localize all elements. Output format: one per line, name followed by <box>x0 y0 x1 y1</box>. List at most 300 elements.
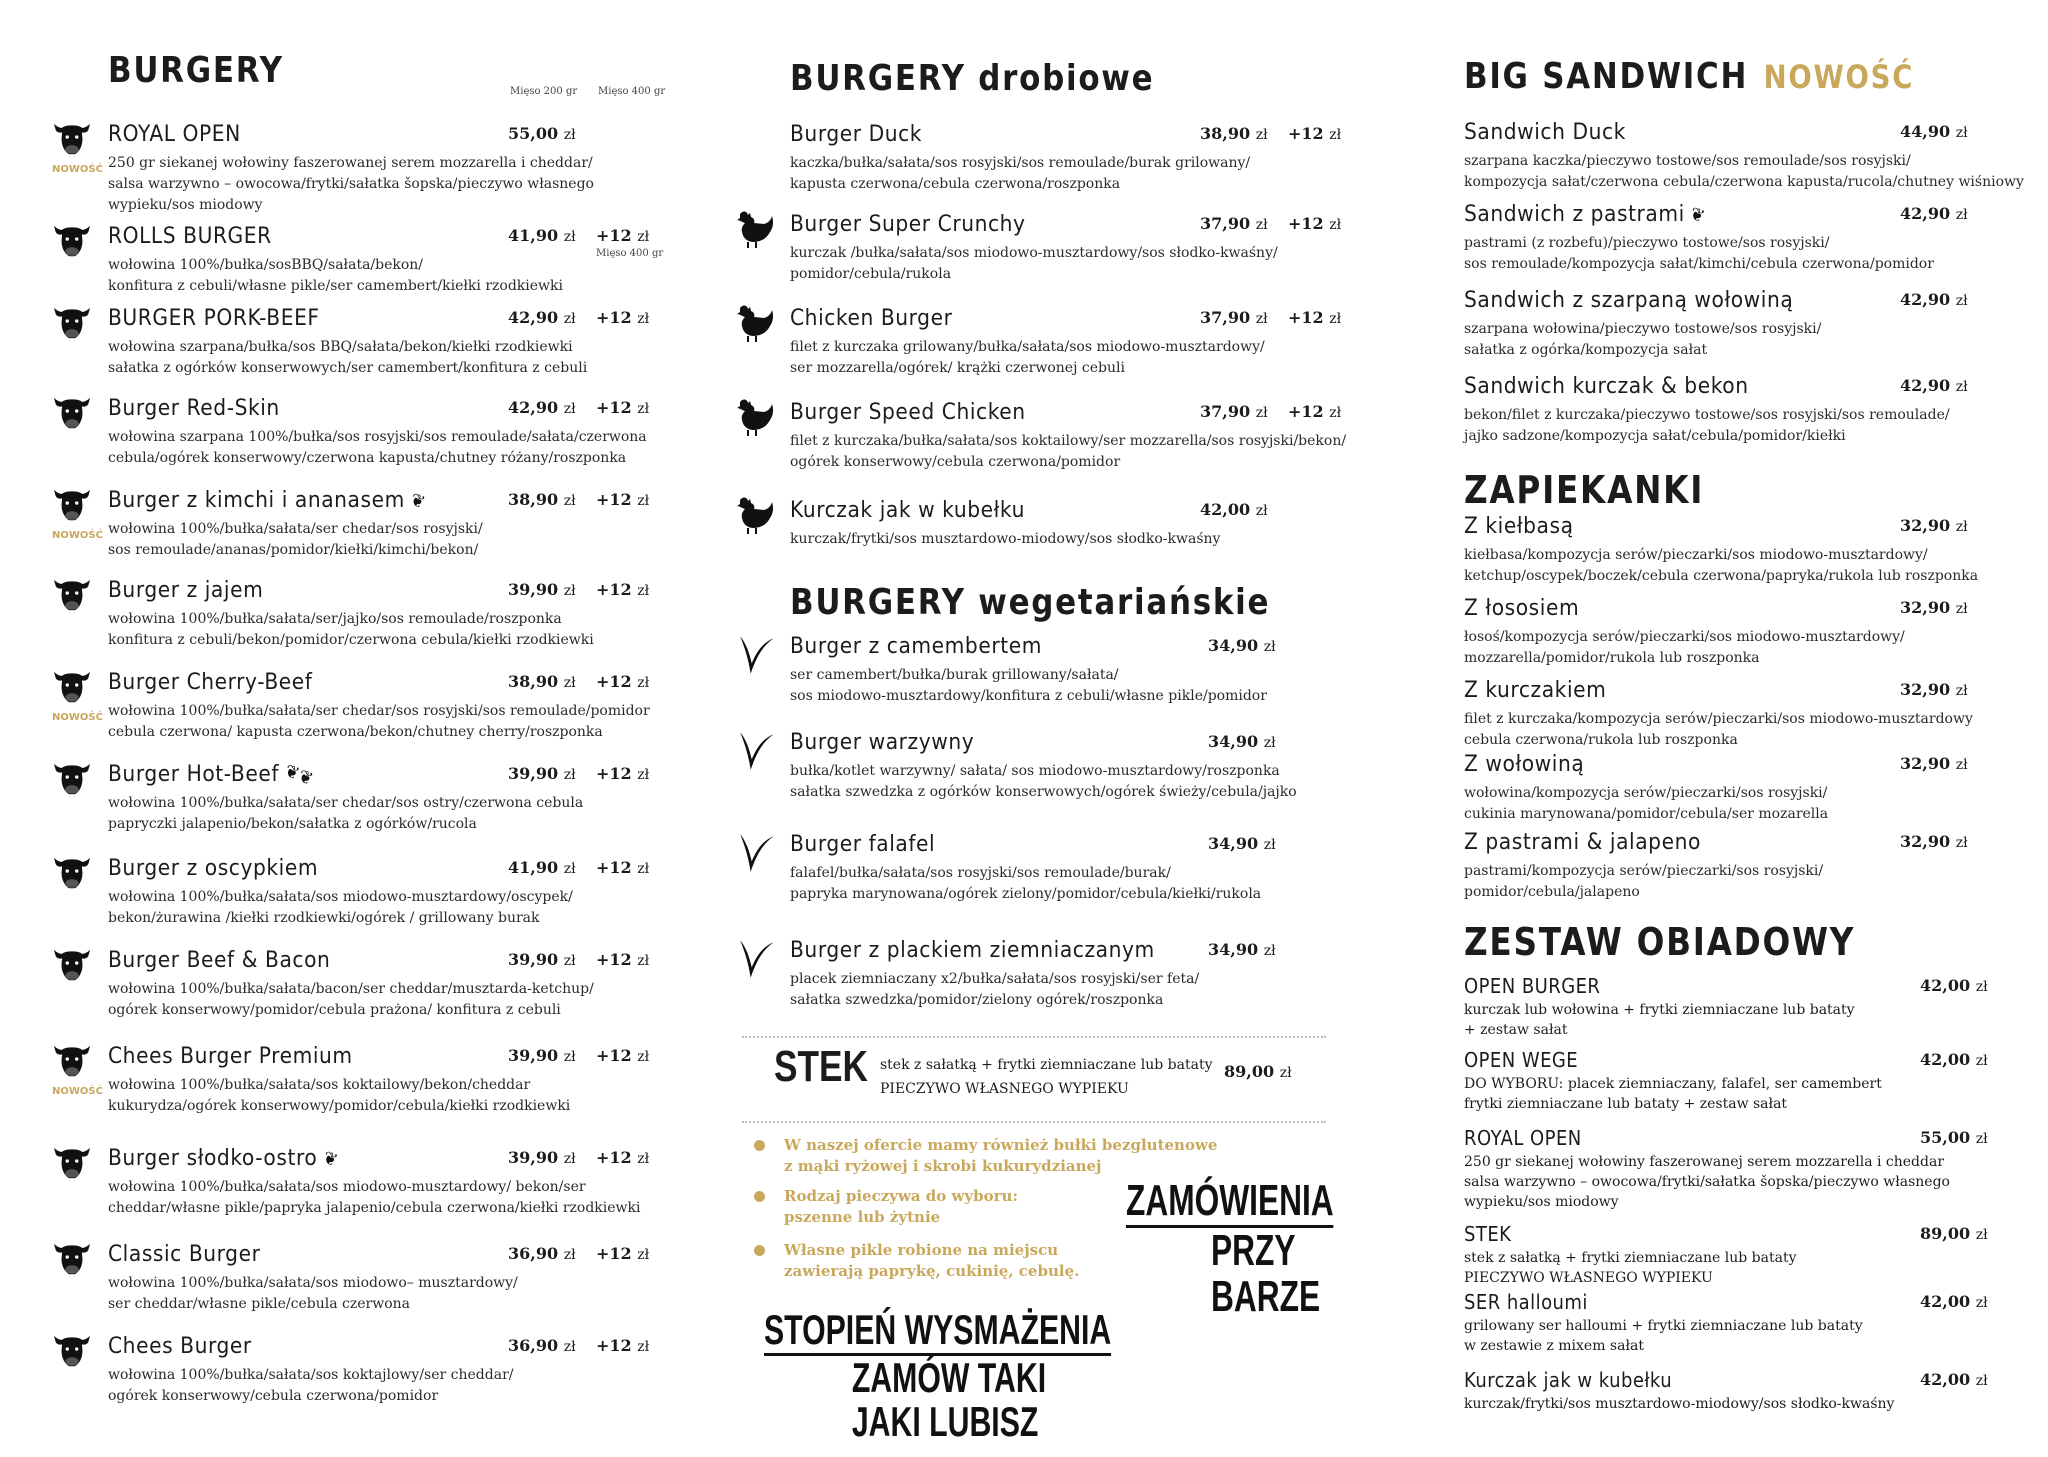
price-value: 38,90 <box>508 490 559 509</box>
item-name-text: ROLLS BURGER <box>108 224 272 249</box>
currency: zł <box>1263 837 1276 853</box>
item-name <box>790 212 1026 237</box>
new-badge: NOWOŚĆ <box>52 712 103 723</box>
price-value: 34,90 <box>1208 834 1259 853</box>
item-name-text: Burger z kimchi i ananasem <box>108 488 405 513</box>
info-pickles <box>784 1240 1079 1282</box>
info-bullet <box>754 1245 765 1256</box>
item-name <box>108 396 280 421</box>
item-extra-price <box>596 1046 649 1065</box>
currency: zł <box>637 767 650 783</box>
item-description <box>1464 1248 1796 1288</box>
leaf-icon <box>736 936 780 980</box>
description-line: kurczak lub wołowina + frytki ziemniaczane lub bataty <box>1464 1002 1855 1018</box>
price-value: 36,90 <box>508 1336 559 1355</box>
currency: zł <box>1255 217 1268 233</box>
item-name-text: Kurczak jak w kubełku <box>790 498 1025 523</box>
currency: zł <box>637 311 650 327</box>
item-name <box>1464 752 1584 777</box>
description-line: wołowina/kompozycja serów/pieczarki/sos rosyjski/ <box>1464 785 1828 801</box>
item-price <box>508 490 576 509</box>
item-price <box>1900 598 1968 617</box>
beef-icon-wrap <box>52 1040 92 1084</box>
item-price <box>1200 308 1268 327</box>
item-name-text: OPEN BURGER <box>1464 974 1601 998</box>
description-line: wołowina 100%/bułka/sałata/ser chedar/sos rosyjski/ <box>108 521 483 537</box>
stopien-line-3: JAKI LUBISZ <box>851 1398 1039 1445</box>
currency: zł <box>563 1049 576 1065</box>
item-description <box>1464 405 1950 447</box>
new-badge: NOWOŚĆ <box>52 530 103 541</box>
description-line: wołowina 100%/bułka/sałata/sos koktajlowy/ser cheddar/ <box>108 1367 514 1383</box>
leaf-icon <box>736 830 780 874</box>
currency: zł <box>1955 379 1968 395</box>
item-price <box>1920 1370 1988 1389</box>
price-value: 42,90 <box>1900 204 1951 223</box>
stopien-line-1: STOPIEŃ WYSMAŻENIA <box>764 1308 1111 1356</box>
item-price <box>1208 636 1276 655</box>
item-extra-price <box>596 672 649 691</box>
item-name <box>1464 202 1708 229</box>
item-name-text: Burger Hot-Beef <box>108 762 280 787</box>
stek-title: STEK <box>774 1042 868 1091</box>
price-value: 42,00 <box>1920 1292 1971 1311</box>
item-name-text: Chicken Burger <box>790 306 953 331</box>
item-name <box>108 1242 260 1267</box>
item-price <box>1920 1050 1988 1069</box>
cow-icon <box>52 1040 92 1080</box>
item-name <box>108 224 272 249</box>
zapiekanki-title: ZAPIEKANKI <box>1464 468 1705 512</box>
item-extra-price <box>596 398 649 417</box>
description-line: szarpana wołowina/pieczywo tostowe/sos rosyjski/ <box>1464 321 1822 337</box>
price-value: 42,90 <box>1900 290 1951 309</box>
currency: zł <box>563 767 576 783</box>
leaf-icon-wrap <box>736 632 780 680</box>
chili-icon: ❦ <box>1687 202 1708 229</box>
item-name <box>1464 288 1793 313</box>
item-name <box>790 122 922 147</box>
item-name-text: ROYAL OPEN <box>108 122 241 147</box>
item-description <box>1464 1152 1950 1212</box>
description-line: jajko sadzone/kompozycja sałat/cebula/pomidor/kiełki <box>1464 428 1846 444</box>
description-line: cebula/ogórek konserwowy/czerwona kapusta/chutney różany/roszponka <box>108 450 627 466</box>
price-value: 32,90 <box>1900 598 1951 617</box>
description-line: sałatka z ogórków konserwowych/ser camembert/konfitura z cebuli <box>108 360 588 376</box>
currency: zł <box>563 953 576 969</box>
stek-price: 89,00 zł <box>1224 1062 1292 1081</box>
item-name <box>108 760 316 791</box>
item-name-text: Burger Beef & Bacon <box>108 948 331 973</box>
description-line: pastrami/kompozycja serów/pieczarki/sos rosyjski/ <box>1464 863 1824 879</box>
item-price <box>508 672 576 691</box>
item-name <box>108 578 263 603</box>
item-description <box>790 761 1297 803</box>
item-name-text: Burger słodko-ostro <box>108 1146 318 1171</box>
item-price <box>1920 1128 1988 1147</box>
currency: zł <box>1975 979 1988 995</box>
item-name <box>790 832 935 857</box>
description-line: wołowina 100%/bułka/sałata/sos miodowo-musztardowy/ bekon/ser <box>108 1179 586 1195</box>
item-name-text: Burger z jajem <box>108 578 264 603</box>
item-extra-price <box>1288 308 1341 327</box>
price-value: 39,90 <box>508 764 559 783</box>
info-line: Własne pikle robione na miejscu <box>784 1241 1059 1259</box>
item-extra-price <box>596 764 649 783</box>
item-price <box>508 858 576 877</box>
item-price <box>1900 516 1968 535</box>
item-price <box>1900 832 1968 851</box>
item-name-text: Burger warzywny <box>790 730 975 755</box>
item-name-text: BURGER PORK-BEEF <box>108 306 320 331</box>
item-name-text: ROYAL OPEN <box>1464 1126 1582 1150</box>
item-price <box>508 124 576 143</box>
extra-value: +12 <box>596 308 632 327</box>
item-price <box>1200 124 1268 143</box>
currency: zł <box>637 861 650 877</box>
description-line: cebula czerwona/rukola lub roszponka <box>1464 732 1738 748</box>
description-line: konfitura z cebuli/własne pikle/ser camembert/kiełki rzodkiewki <box>108 278 563 294</box>
item-description <box>108 153 594 216</box>
extra-value: +12 <box>1288 124 1324 143</box>
description-line: wypieku/sos miodowy <box>1464 1194 1619 1210</box>
item-price <box>1900 204 1968 223</box>
extra-value: +12 <box>596 226 632 245</box>
item-name <box>108 488 428 515</box>
item-description <box>1464 233 1934 275</box>
item-name <box>790 938 1155 963</box>
item-price <box>1900 754 1968 773</box>
description-line: kompozycja sałat/czerwona cebula/czerwona kapusta/rucola/chutney wiśniowy <box>1464 174 2024 190</box>
item-name-text: Burger Red-Skin <box>108 396 280 421</box>
currency: zł <box>563 311 576 327</box>
price-value: 42,90 <box>508 398 559 417</box>
info-line: W naszej ofercie mamy również bułki bezglutenowe <box>784 1136 1218 1154</box>
description-line: wołowina 100%/bułka/sałata/bacon/ser cheddar/musztarda-ketchup/ <box>108 981 594 997</box>
item-name-text: STEK <box>1464 1222 1512 1246</box>
item-extra-price <box>1288 124 1341 143</box>
currency: zł <box>1975 1053 1988 1069</box>
price-value: 42,90 <box>1900 376 1951 395</box>
cow-icon <box>52 758 92 798</box>
currency: zł <box>637 401 650 417</box>
zestaw-title: ZESTAW OBIADOWY <box>1464 920 1856 964</box>
description-line: salsa warzywno – owocowa/frytki/sałatka šopska/pieczywo własnego <box>108 176 594 192</box>
item-extra-price <box>596 490 649 509</box>
chicken-icon <box>734 208 776 250</box>
leaf-icon <box>736 632 780 676</box>
item-name-text: Chees Burger <box>108 1334 252 1359</box>
extra-value: +12 <box>1288 402 1324 421</box>
beef-icon-wrap <box>52 220 92 264</box>
cow-icon <box>52 852 92 892</box>
item-price <box>508 308 576 327</box>
extra-value: +12 <box>596 580 632 599</box>
beef-icon-wrap <box>52 666 92 710</box>
description-line: ser mozzarella/ogórek/ krążki czerwonej cebuli <box>790 360 1125 376</box>
description-line: ketchup/oscypek/boczek/cebula czerwona/papryka/rukola lub roszponka <box>1464 568 1979 584</box>
item-name <box>1464 120 1626 145</box>
item-price <box>508 950 576 969</box>
cow-icon <box>52 220 92 260</box>
new-badge: NOWOŚĆ <box>52 1086 103 1097</box>
description-line: kurczak/frytki/sos musztardowo-miodowy/sos słodko-kwaśny <box>1464 1396 1895 1412</box>
leaf-icon <box>736 728 780 772</box>
item-description <box>790 863 1261 905</box>
item-extra-price <box>1288 214 1341 233</box>
stek-desc-2: PIECZYWO WŁASNEGO WYPIEKU <box>880 1081 1129 1097</box>
description-line: PIECZYWO WŁASNEGO WYPIEKU <box>1464 1270 1713 1286</box>
description-line: łosoś/kompozycja serów/pieczarki/sos miodowo-musztardowy/ <box>1464 629 1905 645</box>
item-price <box>1200 214 1268 233</box>
description-line: kapusta czerwona/cebula czerwona/roszponka <box>790 176 1121 192</box>
item-description <box>1464 783 1828 825</box>
price-value: 55,00 <box>508 124 559 143</box>
item-extra-price <box>596 1336 649 1355</box>
description-line: stek z sałatką + frytki ziemniaczane lub bataty <box>1464 1250 1797 1266</box>
item-description <box>1464 545 1978 587</box>
chicken-icon-wrap <box>734 302 776 348</box>
description-line: wołowina 100%/bułka/sałata/sos koktailowy/bekon/cheddar <box>108 1077 531 1093</box>
description-line: kaczka/bułka/sałata/sos rosyjski/sos remoulade/burak grilowany/ <box>790 155 1251 171</box>
item-price <box>1900 376 1968 395</box>
beef-icon-wrap <box>52 302 92 346</box>
description-line: wołowina 100%/bułka/sosBBQ/sałata/bekon/ <box>108 257 424 273</box>
item-name <box>1464 1048 1578 1072</box>
extra-value: +12 <box>596 672 632 691</box>
item-price <box>508 1046 576 1065</box>
beef-icon-wrap <box>52 392 92 436</box>
item-name <box>108 1334 252 1359</box>
currency: zł <box>563 583 576 599</box>
currency: zł <box>563 401 576 417</box>
currency: zł <box>563 493 576 509</box>
currency: zł <box>1263 639 1276 655</box>
price-value: 37,90 <box>1200 402 1251 421</box>
description-line: wołowina szarpana 100%/bułka/sos rosyjski/sos remoulade/sałata/czerwona <box>108 429 647 445</box>
item-price <box>1920 1224 1988 1243</box>
description-line: pomidor/cebula/rukola <box>790 266 952 282</box>
currency: zł <box>1263 735 1276 751</box>
description-line: papryczki jalapenio/bekon/sałatka z ogórków/rucola <box>108 816 477 832</box>
item-name-text: Burger Duck <box>790 122 923 147</box>
currency: zł <box>1955 519 1968 535</box>
item-name <box>1464 974 1600 998</box>
price-value: 44,90 <box>1900 122 1951 141</box>
burgery-title: BURGERY <box>108 50 284 91</box>
cow-icon <box>52 118 92 158</box>
description-line: wołowina 100%/bułka/sałata/ser/jajko/sos remoulade/roszponka <box>108 611 562 627</box>
item-description <box>1464 861 1823 903</box>
currency: zł <box>637 493 650 509</box>
price-value: 34,90 <box>1208 732 1259 751</box>
info-bullet <box>754 1140 765 1151</box>
description-line: w zestawie z mixem sałat <box>1464 1338 1644 1354</box>
item-price <box>1900 290 1968 309</box>
item-name-text: OPEN WEGE <box>1464 1048 1579 1072</box>
item-name-text: Burger z camembertem <box>790 634 1042 659</box>
item-description <box>790 337 1265 379</box>
item-description <box>1464 1000 1855 1040</box>
description-line: filet z kurczaka/kompozycja serów/pieczarki/sos miodowo-musztardowy <box>1464 711 1973 727</box>
item-name-text: Sandwich Duck <box>1464 120 1626 145</box>
item-name <box>790 306 952 331</box>
extra-value: +12 <box>596 490 632 509</box>
item-description <box>1464 319 1821 361</box>
item-description <box>108 337 587 379</box>
beef-icon-wrap <box>52 484 92 528</box>
drobiowe-title: BURGERY drobiowe <box>790 58 1155 99</box>
price-value: 32,90 <box>1900 680 1951 699</box>
item-price <box>508 398 576 417</box>
extra-value: +12 <box>596 1046 632 1065</box>
currency: zł <box>1955 207 1968 223</box>
item-name <box>790 400 1026 425</box>
description-line: ogórek konserwowy/cebula czerwona/pomidor <box>790 454 1121 470</box>
cow-icon <box>52 1330 92 1370</box>
info-line: zawierają paprykę, cukinię, cebulę. <box>784 1262 1080 1280</box>
item-price <box>1200 402 1268 421</box>
item-name <box>1464 830 1701 855</box>
description-line: wołowina 100%/bułka/sałata/sos miodowo– musztardowy/ <box>108 1275 518 1291</box>
item-description <box>108 427 647 469</box>
description-line: sałatka z ogórka/kompozycja sałat <box>1464 342 1708 358</box>
price-value: 38,90 <box>1200 124 1251 143</box>
price-value: 42,00 <box>1200 500 1251 519</box>
currency: zł <box>1329 405 1342 421</box>
description-line: grilowany ser halloumi + frytki ziemniaczane lub bataty <box>1464 1318 1863 1334</box>
zamowienia-line-1: ZAMÓWIENIA <box>1126 1178 1334 1228</box>
sandwich-title <box>1464 56 1914 97</box>
item-name-text: Z kiełbasą <box>1464 514 1574 539</box>
item-description <box>790 529 1220 550</box>
item-extra-price <box>596 950 649 969</box>
item-description <box>1464 1394 1894 1414</box>
item-name <box>108 670 312 695</box>
item-name-text: Classic Burger <box>108 1242 261 1267</box>
currency: zł <box>563 1247 576 1263</box>
description-line: cheddar/własne pikle/papryka jalapenio/cebula czerwona/kiełki rzodkiewki <box>108 1200 641 1216</box>
currency: zł <box>563 861 576 877</box>
description-line: bekon/żurawina /kiełki rzodkiewki/ogórek / grillowany burak <box>108 910 540 926</box>
item-name <box>1464 514 1574 539</box>
stopien-line-2: ZAMÓW TAKI <box>851 1354 1047 1401</box>
description-line: filet z kurczaka/bułka/sałata/sos koktailowy/ser mozzarella/sos rosyjski/bekon/ <box>790 433 1347 449</box>
price-value: 39,90 <box>508 580 559 599</box>
description-line: wołowina 100%/bułka/sałata/ser chedar/sos rosyjski/sos remoulade/pomidor <box>108 703 650 719</box>
description-line: 250 gr siekanej wołowiny faszerowanej serem mozzarella i cheddar <box>1464 1154 1945 1170</box>
meat-note: Mięso 400 gr <box>596 248 664 259</box>
price-value: 39,90 <box>508 950 559 969</box>
item-name <box>108 948 330 973</box>
currency: zł <box>563 675 576 691</box>
price-value: 32,90 <box>1900 832 1951 851</box>
currency: zł <box>1329 217 1342 233</box>
item-description <box>108 519 483 561</box>
item-description <box>108 701 650 743</box>
chicken-icon-wrap <box>734 208 776 254</box>
item-description <box>1464 151 2024 193</box>
description-line: ser camembert/bułka/burak grillowany/sałata/ <box>790 667 1119 683</box>
item-name-text: Burger Super Crunchy <box>790 212 1026 237</box>
item-name <box>790 498 1025 523</box>
description-line: + zestaw sałat <box>1464 1022 1568 1038</box>
price-value: 32,90 <box>1900 516 1951 535</box>
item-description <box>790 431 1346 473</box>
item-name <box>1464 1126 1582 1150</box>
item-price <box>508 1336 576 1355</box>
leaf-icon-wrap <box>736 936 780 984</box>
divider-top <box>742 1036 1326 1038</box>
item-name-text: Kurczak jak w kubełku <box>1464 1368 1673 1392</box>
cow-icon <box>52 574 92 614</box>
description-line: pomidor/cebula/jalapeno <box>1464 884 1640 900</box>
item-description <box>790 243 1278 285</box>
item-description <box>790 153 1250 195</box>
chicken-icon <box>734 396 776 438</box>
item-extra-price <box>1288 402 1341 421</box>
item-price <box>508 1148 576 1167</box>
beef-icon-wrap <box>52 574 92 618</box>
description-line: ser cheddar/własne pikle/cebula czerwona <box>108 1296 410 1312</box>
description-line: kukurydza/ogórek konserwowy/pomidor/cebula/kiełki rzodkiewki <box>108 1098 571 1114</box>
item-extra-price <box>596 580 649 599</box>
description-line: papryka marynowana/ogórek zielony/pomidor/cebula/kiełki/rukola <box>790 886 1262 902</box>
cow-icon <box>52 1238 92 1278</box>
price-value: 37,90 <box>1200 214 1251 233</box>
description-line: DO WYBORU: placek ziemniaczany, falafel, ser camembert <box>1464 1076 1882 1092</box>
beef-icon-wrap <box>52 1238 92 1282</box>
currency: zł <box>1263 943 1276 959</box>
extra-value: +12 <box>596 398 632 417</box>
cow-icon <box>52 1142 92 1182</box>
price-value: 42,00 <box>1920 1370 1971 1389</box>
price-value: 42,90 <box>508 308 559 327</box>
description-line: kurczak/frytki/sos musztardowo-miodowy/sos słodko-kwaśny <box>790 531 1221 547</box>
price-value: 42,00 <box>1920 976 1971 995</box>
item-description <box>108 609 594 651</box>
price-value: 32,90 <box>1900 754 1951 773</box>
item-price <box>1208 834 1276 853</box>
currency: zł <box>637 229 650 245</box>
description-line: kurczak /bułka/sałata/sos miodowo-musztardowy/sos słodko-kwaśny/ <box>790 245 1278 261</box>
currency: zł <box>637 953 650 969</box>
currency: zł <box>637 1151 650 1167</box>
currency: zł <box>1955 125 1968 141</box>
item-name <box>108 1146 341 1173</box>
price-value: 55,00 <box>1920 1128 1971 1147</box>
item-name <box>108 306 320 331</box>
currency: zł <box>637 675 650 691</box>
beef-icon-wrap <box>52 1142 92 1186</box>
item-price <box>1900 680 1968 699</box>
extra-value: +12 <box>596 1148 632 1167</box>
item-name <box>1464 374 1749 399</box>
new-badge: NOWOŚĆ <box>52 164 103 175</box>
info-gluten-free <box>784 1135 1217 1177</box>
currency: zł <box>1955 683 1968 699</box>
price-value: 89,00 <box>1920 1224 1971 1243</box>
item-description <box>790 969 1199 1011</box>
info-bullet <box>754 1191 765 1202</box>
beef-icon-wrap <box>52 944 92 988</box>
header-meat-200: Mięso 200 gr <box>510 86 578 97</box>
chicken-icon-wrap <box>734 396 776 442</box>
header-meat-400: Mięso 400 gr <box>598 86 666 97</box>
currency: zł <box>563 229 576 245</box>
description-line: sałatka szwedzka z ogórków konserwowych/ogórek świeży/cebula/jajko <box>790 784 1297 800</box>
price-value: 36,90 <box>508 1244 559 1263</box>
